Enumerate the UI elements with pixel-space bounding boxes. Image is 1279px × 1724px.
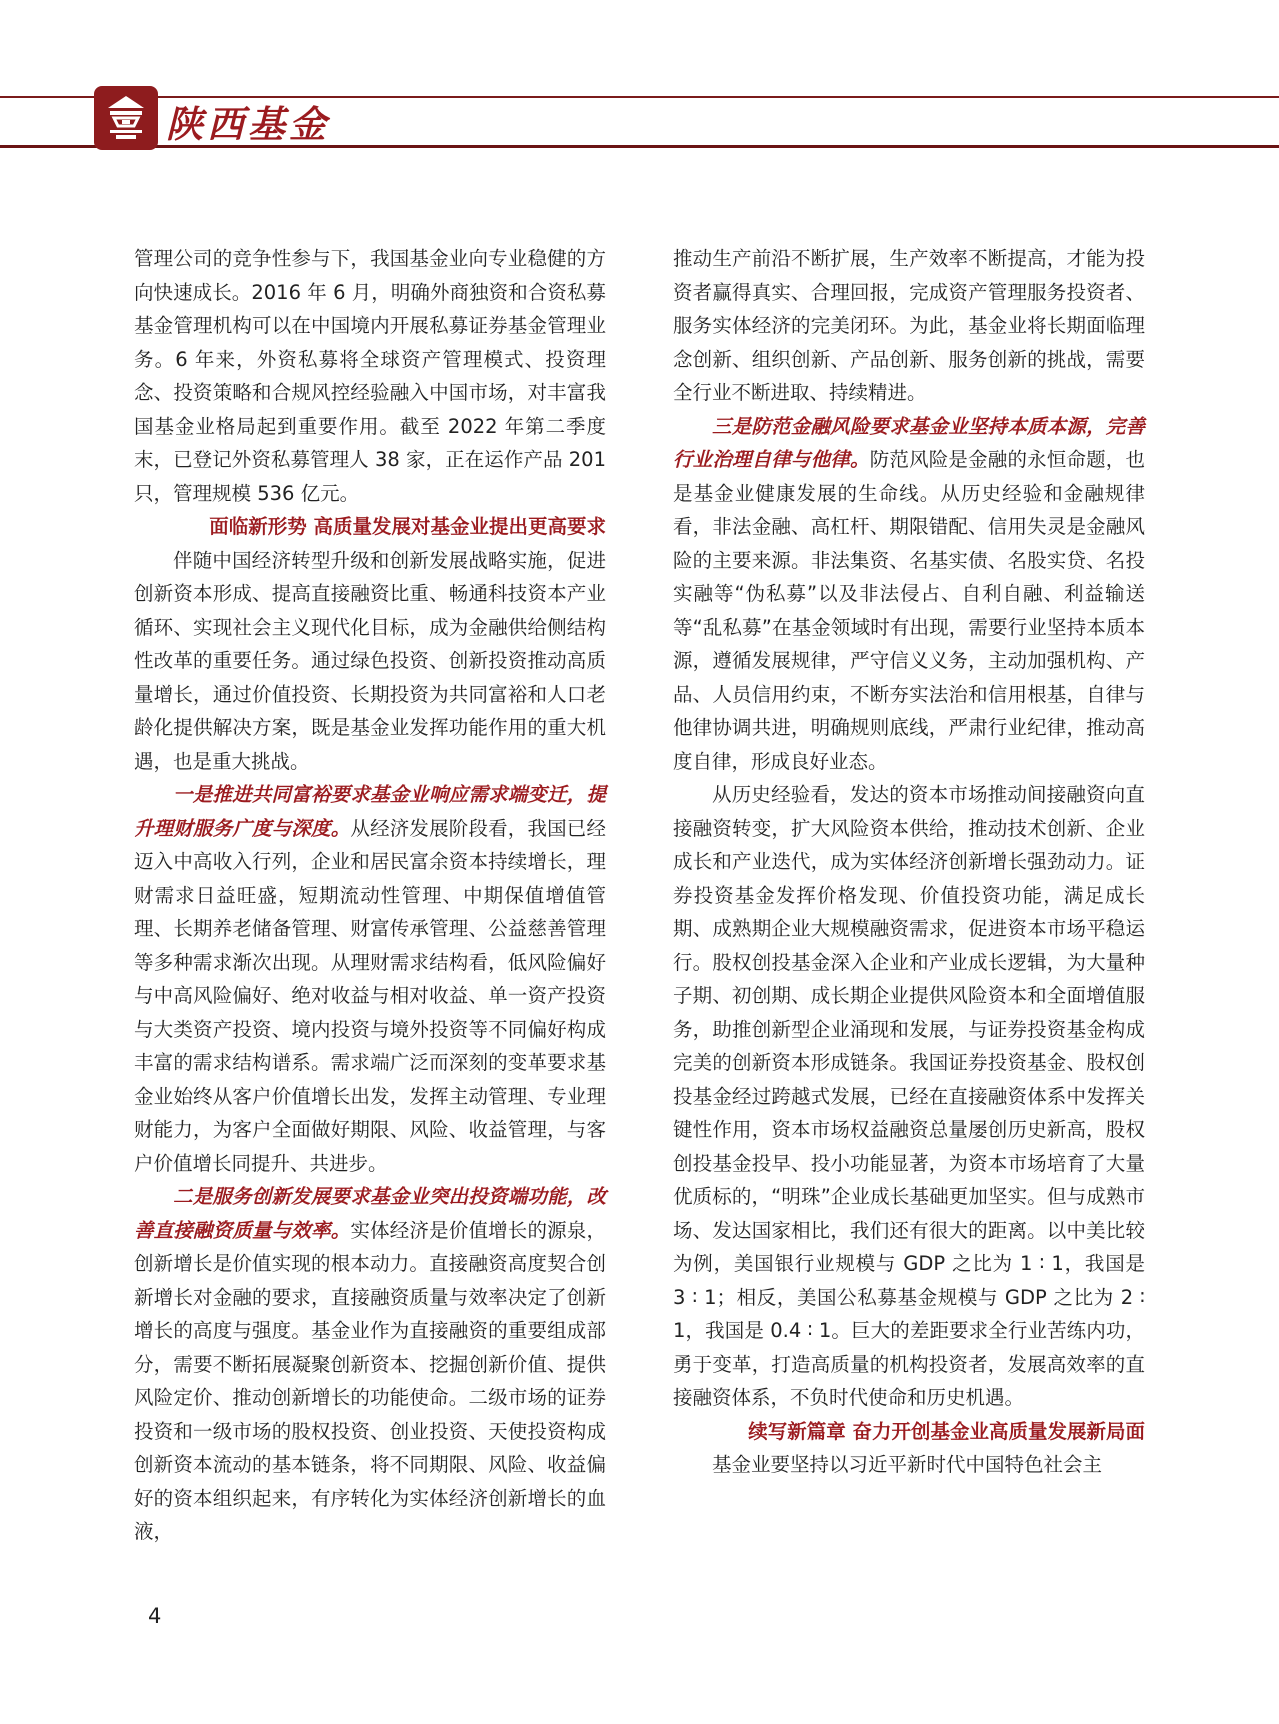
highlight-risk-prevention: 三是防范金融风险要求基金业坚持本质本源，完善行业治理自律与他律。 <box>673 414 1145 471</box>
section-heading-new-chapter: 续写新篇章 奋力开创基金业高质量发展新局面 <box>748 1419 1145 1443</box>
left-paragraph-3-body: 从经济发展阶段看，我国已经迈入中高收入行列，企业和居民富余资本持续增长，理财需求日益旺盛，短期流动性管理、中期保值增值管理、长期养老储备管理、财富传承管理、公益慈善管理等多种需求渐次出现。从理财需求结构看，低风险偏好与中高风险偏好、绝对收益与相对收益、单一资产投资与大类资产投资、境内投资与境外投资等不同偏好构成丰富的需求结构谱系。需求端广泛而深刻的变革要求基金业始终从客户价值增长出发，发挥主动管理、专业理财能力，为客户全面做好期限、风险、收益管理，与客户价值增长同提升、共进步。 <box>134 816 606 1175</box>
left-column <box>134 242 606 1549</box>
right-paragraph-2 <box>673 410 1145 779</box>
brand-logo-icon <box>94 86 158 150</box>
brand-name: 陕西基金 <box>166 102 330 146</box>
right-paragraph-4: 基金业要坚持以习近平新时代中国特色社会主 <box>712 1453 1103 1476</box>
left-paragraph-4 <box>134 1180 606 1549</box>
left-paragraph-2: 伴随中国经济转型升级和创新发展战略实施，促进创新资本形成、提高直接融资比重、畅通科技资本产业循环、实现社会主义现代化目标，成为金融供给侧结构性改革的重要任务。通过绿色投资、创新投资推动高质量增长，通过价值投资、长期投资为共同富裕和人口老龄化提供解决方案，既是基金业发挥功能作用的重大机遇，也是重大挑战。 <box>134 548 606 773</box>
left-paragraph-3 <box>134 778 606 1180</box>
right-paragraph-1: 推动生产前沿不断扩展，生产效率不断提高，才能为投资者赢得真实、合理回报，完成资产管理服务投资者、服务实体经济的完美闭环。为此，基金业将长期面临理念创新、组织创新、产品创新、服务创新的挑战，需要全行业不断进取、持续精进。 <box>673 247 1145 404</box>
left-paragraph-1: 管理公司的竞争性参与下，我国基金业向专业稳健的方向快速成长。2016 年 6 月，明确外商独资和合资私募基金管理机构可以在中国境内开展私募证券基金管理业务。6 年来，外资私募将全球资产管理模式、投资理念、投资策略和合规风控经验融入中国市场，对丰富我国基金业格局起到重要作用。截至 2022 年第二季度末，已登记外资私募管理人 38 家，正在运作产品 201 只，管理规模 536 亿元。 <box>134 247 606 505</box>
highlight-innovation: 二是服务创新发展要求基金业突出投资端功能，改善直接融资质量与效率。 <box>134 1185 606 1242</box>
page-number: 4 <box>148 1604 162 1628</box>
right-paragraph-3: 从历史经验看，发达的资本市场推动间接融资向直接融资转变，扩大风险资本供给，推动技术创新、企业成长和产业迭代，成为实体经济创新增长强劲动力。证券投资基金发挥价格发现、价值投资功能，满足成长期、成熟期企业大规模融资需求，促进资本市场平稳运行。股权创投基金深入企业和产业成长逻辑，为大量种子期、初创期、成长期企业提供风险资本和全面增值服务，助推创新型企业涌现和发展，与证券投资基金构成完美的创新资本形成链条。我国证券投资基金、股权创投基金经过跨越式发展，已经在直接融资体系中发挥关键性作用，资本市场权益融资总量屡创历史新高，股权创投基金投早、投小功能显著，为资本市场培育了大量优质标的，“明珠”企业成长基础更加坚实。但与成熟市场、发达国家相比，我们还有很大的距离。以中美比较为例，美国银行业规模与 GDP 之比为 1 ∶ 1，我国是 3 ∶ 1；相反，美国公私募基金规模与 GDP 之比为 2 ∶ 1，我国是 0.4 ∶ 1。巨大的差距要求全行业苦练内功，勇于变革，打造高质量的机构投资者，发展高效率的直接融资体系，不负时代使命和历史机遇。 <box>673 783 1145 1409</box>
right-column <box>673 242 1145 1482</box>
highlight-common-prosperity: 一是推进共同富裕要求基金业响应需求端变迁，提升理财服务广度与深度。 <box>134 783 606 840</box>
section-heading-new-situation: 面临新形势 高质量发展对基金业提出更高要求 <box>209 515 606 538</box>
left-paragraph-4-body: 实体经济是价值增长的源泉，创新增长是价值实现的根本动力。直接融资高度契合创新增长对金融的要求，直接融资质量与效率决定了创新增长的高度与强度。基金业作为直接融资的重要组成部分，需要不断拓展凝聚创新资本、挖掘创新价值、提供风险定价、推动创新增长的功能使命。二级市场的证券投资和一级市场的股权投资、创业投资、天使投资构成创新资本流动的基本链条，将不同期限、风险、收益偏好的资本组织起来，有序转化为实体经济创新增长的血液， <box>134 1218 606 1543</box>
right-paragraph-2-body: 防范风险是金融的永恒命题，也是基金业健康发展的生命线。从历史经验和金融规律看，非法金融、高杠杆、期限错配、信用失灵是金融风险的主要来源。非法集资、名基实债、名股实贷、名投实融等“伪私募”以及非法侵占、自利自融、利益输送等“乱私募”在基金领域时有出现，需要行业坚持本质本源，遵循发展规律，严守信义义务，主动加强机构、产品、人员信用约束，不断夯实法治和信用根基，自律与他律协调共进，明确规则底线，严肃行业纪律，推动高度自律，形成良好业态。 <box>673 448 1145 773</box>
seal-emblem-icon <box>100 92 152 144</box>
